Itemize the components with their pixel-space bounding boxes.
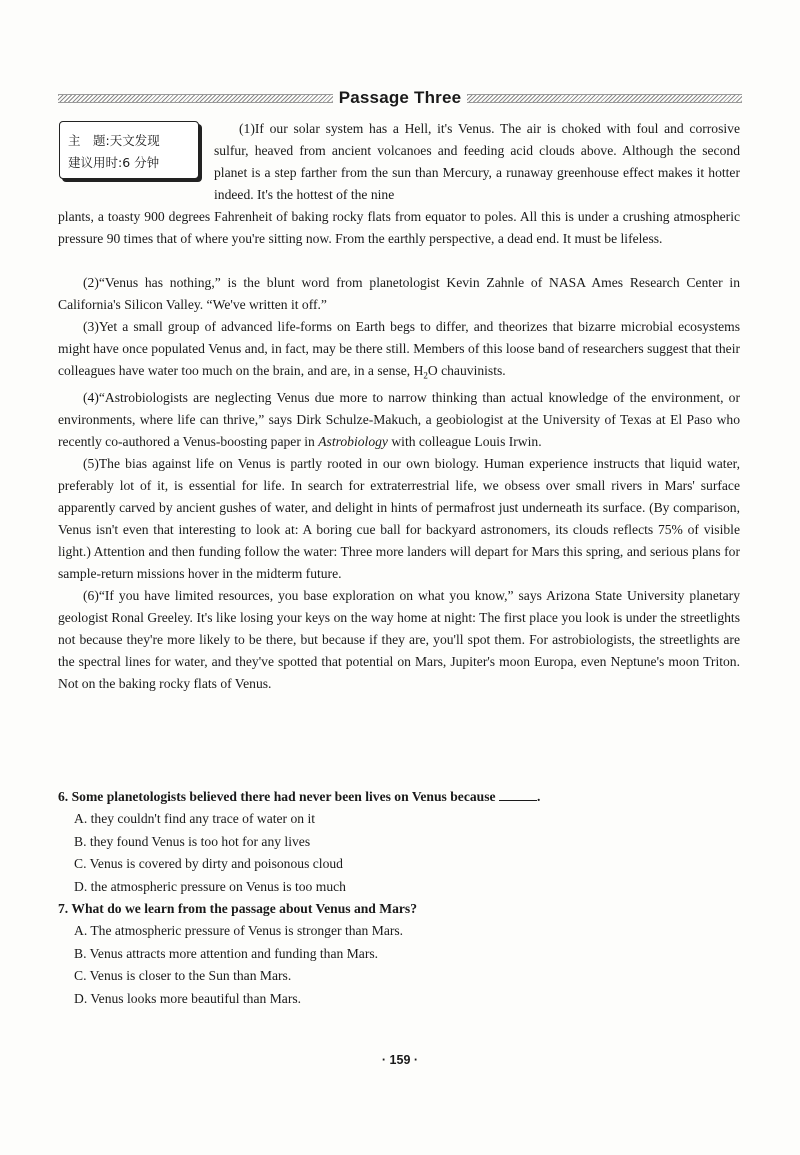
paragraph-5: (5)The bias against life on Venus is partly rooted in our own biology. Human experience instructs that liquid water, preferably lot of it, is essential for life. In search for extraterrestrial life, we obsess over small rivers in Mars' surface apparently carved by ancient gushes of water, and delight in hints of permafrost just underneath its surface. (By comparison, Venus isn't even that interesting to look at: A boring cue ball for backyard astronomers, its clouds reflects 75% of visible light.) Attention and then funding follow the water: Three more landers will depart for Mars this spring, and serious plans for sample-return missions hover in the midterm future.	[58, 455, 740, 581]
paragraph-3	[58, 316, 740, 387]
question-6-option-b: B. they found Venus is too hot for any lives	[74, 833, 311, 849]
paragraph-6: (6)“If you have limited resources, you base exploration on what you know,” says Arizona State University planetary geologist Ronal Greeley. It's like losing your keys on the way home at night: The first place you look is under the streetlights not because they're more likely to be there, but because if they are, you'll spot them. For astrobiologists, the streetlights are the spectral lines for water, and they've spotted that potential on Mars, Jupiter's moon Europa, even Neptune's moon Triton. Not on the baking rocky flats of Venus.	[58, 587, 740, 691]
paragraph-1-rest: plants, a toasty 900 degrees Fahrenheit of baking rocky flats from equator to poles. All this is under a crushing atmospheric pressure 90 times that of where you're sitting now. From the earthly perspective, a dead end. It must be lifeless.	[58, 209, 740, 246]
header-hatch-right	[467, 94, 742, 103]
page-number: · 159 ·	[381, 1053, 419, 1067]
topic-line: 主 题:天文发现	[68, 133, 160, 148]
question-6-text: 6. Some planetologists believed there had never been lives on Venus because	[58, 789, 496, 804]
question-7-option-b: B. Venus attracts more attention and funding than Mars.	[74, 945, 379, 961]
question-7-stem: 7. What do we learn from the passage about Venus and Mars?	[58, 901, 418, 917]
topic-box	[59, 121, 199, 179]
paragraph-4-text-a: (4)“Astrobiologists are neglecting Venus due more to narrow thinking than actual knowledge of the environment, or environments, where life can thrive,” says Dirk Schulze-Makuch, a geobiologist at the University of Texas at El Paso who recently co-authored a Venus-boosting paper in	[58, 389, 740, 449]
paragraph-3-subscript: 2	[423, 370, 428, 381]
journal-name: Astrobiology	[318, 433, 388, 449]
question-7-option-c: C. Venus is closer to the Sun than Mars.	[74, 968, 292, 984]
passage-title: Passage Three	[338, 88, 462, 107]
question-6-end: .	[536, 789, 541, 804]
header-hatch-left	[58, 94, 333, 103]
question-7-option-a: A. The atmospheric pressure of Venus is stronger than Mars.	[74, 923, 404, 939]
paragraph-3-text-a: (3)Yet a small group of advanced life-forms on Earth begs to differ, and theorizes that bizarre microbial ecosystems might have once populated Venus and, in fact, may be there still. Members of this loose band of researchers suggest that their colleagues have water too much on the brain, and are, in a sense, H	[58, 319, 740, 378]
answer-blank	[499, 788, 537, 801]
paragraph-2: (2)“Venus has nothing,” is the blunt word from planetologist Kevin Zahnle of NASA Ames Research Center in California's Silicon Valley. “We've written it off.”	[58, 275, 740, 312]
passage-header	[58, 86, 742, 110]
question-6-option-c: C. Venus is covered by dirty and poisonous cloud	[74, 856, 343, 872]
passage-body	[58, 272, 740, 695]
question-7-option-d: D. Venus looks more beautiful than Mars.	[74, 990, 302, 1006]
suggested-time-line: 建议用时:6 分钟	[68, 155, 160, 170]
question-6-option-a: A. they couldn't find any trace of water on it	[74, 811, 316, 827]
paragraph-1-lead: (1)If our solar system has a Hell, it's Venus. The air is choked with foul and corrosive sulfur, heaved from ancient volcanoes and feeding acid clouds above. Although the second planet is a step farther from the sun than Mercury, a runaway greenhouse effect makes it hotter indeed. It's the hottest of the nine	[214, 121, 740, 202]
question-6-stem	[58, 786, 740, 808]
paragraph-4-text-b: with colleague Louis Irwin.	[387, 433, 542, 449]
paragraph-3-text-b: O chauvinists.	[427, 363, 506, 378]
question-6-option-d: D. the atmospheric pressure on Venus is too much	[74, 878, 346, 894]
questions-section	[58, 786, 740, 1010]
paragraph-4	[58, 387, 740, 453]
